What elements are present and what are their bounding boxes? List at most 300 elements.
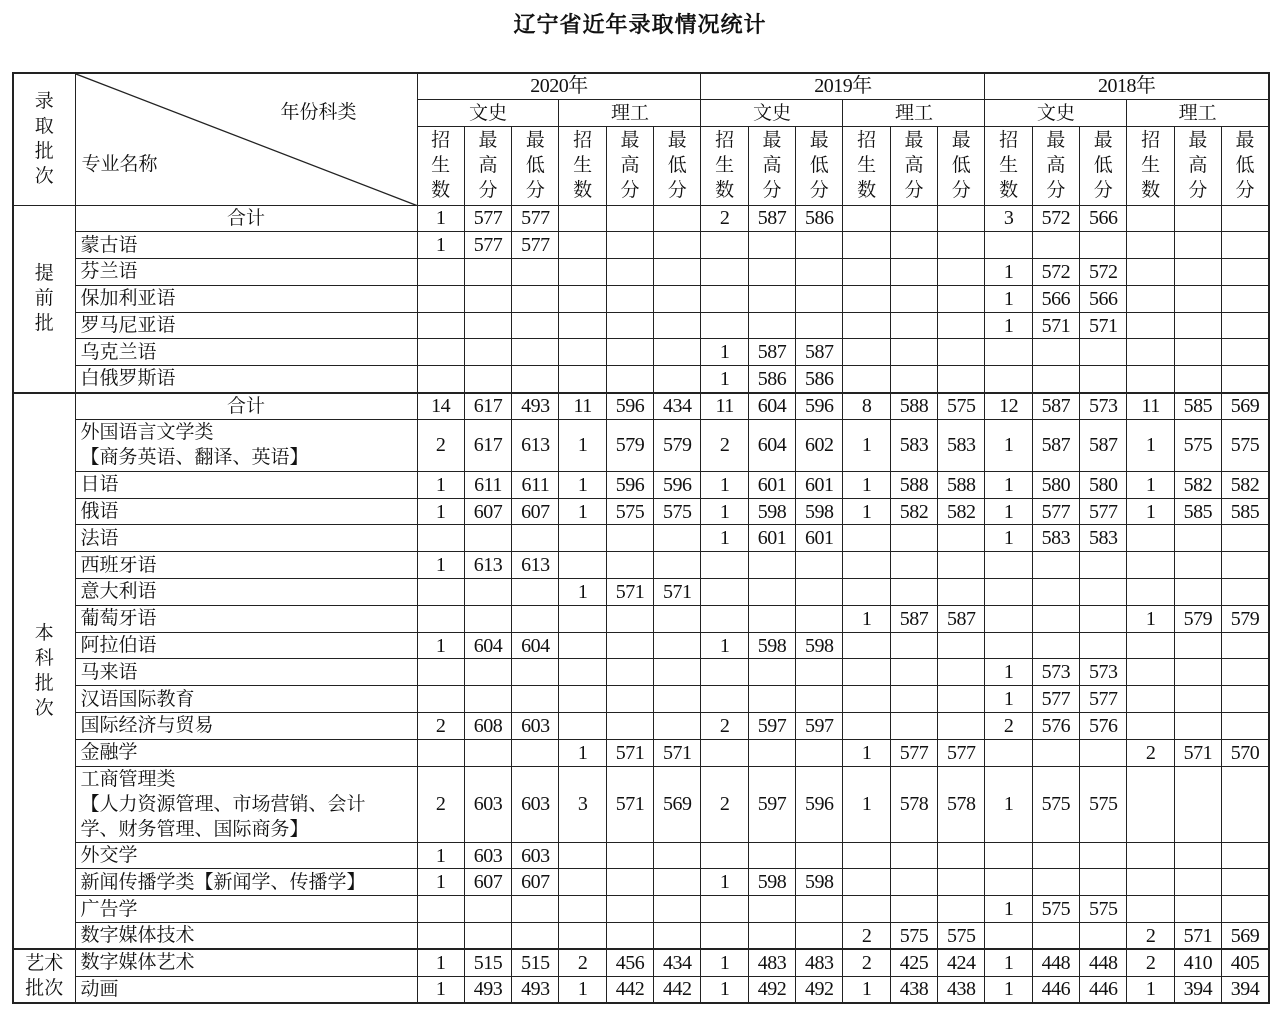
value-cell bbox=[748, 312, 795, 339]
value-cell bbox=[985, 339, 1032, 366]
value-cell bbox=[512, 605, 559, 632]
column-header-label: 招生数 bbox=[573, 129, 593, 201]
value-cell bbox=[512, 579, 559, 606]
value-cell: 1 bbox=[1127, 419, 1174, 471]
value-cell: 577 bbox=[512, 232, 559, 259]
value-cell bbox=[512, 525, 559, 552]
value-cell: 434 bbox=[654, 393, 701, 420]
value-cell bbox=[890, 713, 937, 740]
value-cell bbox=[938, 312, 985, 339]
total-label: 合计 bbox=[75, 205, 417, 232]
value-cell: 493 bbox=[464, 976, 511, 1003]
value-cell bbox=[701, 739, 748, 766]
value-cell bbox=[606, 525, 653, 552]
column-header-label: 招生数 bbox=[1141, 129, 1161, 201]
value-cell: 492 bbox=[796, 976, 843, 1003]
value-cell: 1 bbox=[843, 976, 890, 1003]
value-cell bbox=[1080, 366, 1127, 393]
value-cell bbox=[606, 659, 653, 686]
value-cell bbox=[1080, 579, 1127, 606]
value-cell: 575 bbox=[1032, 766, 1079, 842]
value-cell: 572 bbox=[1080, 259, 1127, 286]
value-cell bbox=[559, 923, 606, 950]
subject-type-header: 理工 bbox=[843, 99, 985, 126]
value-cell: 438 bbox=[938, 976, 985, 1003]
value-cell bbox=[654, 312, 701, 339]
value-cell bbox=[512, 366, 559, 393]
value-cell bbox=[890, 579, 937, 606]
value-cell bbox=[559, 605, 606, 632]
value-cell bbox=[843, 366, 890, 393]
value-cell bbox=[890, 312, 937, 339]
value-cell bbox=[748, 842, 795, 869]
major-name: 国际经济与贸易 bbox=[75, 713, 417, 740]
value-cell bbox=[748, 686, 795, 713]
value-cell: 588 bbox=[938, 471, 985, 498]
value-cell bbox=[843, 339, 890, 366]
value-cell bbox=[985, 579, 1032, 606]
value-cell: 573 bbox=[1080, 659, 1127, 686]
value-cell: 604 bbox=[748, 393, 795, 420]
value-cell bbox=[1080, 605, 1127, 632]
value-cell bbox=[464, 285, 511, 312]
table-row bbox=[13, 713, 1269, 740]
value-cell: 603 bbox=[464, 842, 511, 869]
column-header-label: 最低分 bbox=[951, 129, 971, 201]
value-cell bbox=[417, 339, 464, 366]
value-cell bbox=[985, 739, 1032, 766]
value-cell bbox=[938, 205, 985, 232]
value-cell: 572 bbox=[1032, 259, 1079, 286]
value-cell: 597 bbox=[748, 766, 795, 842]
value-cell bbox=[985, 632, 1032, 659]
value-cell bbox=[938, 285, 985, 312]
value-cell: 2 bbox=[417, 713, 464, 740]
subject-type-header: 文史 bbox=[701, 99, 843, 126]
column-header bbox=[1080, 126, 1127, 205]
value-cell bbox=[512, 285, 559, 312]
value-cell: 446 bbox=[1032, 976, 1079, 1003]
value-cell bbox=[843, 232, 890, 259]
column-header-label: 最高分 bbox=[762, 129, 782, 201]
value-cell: 1 bbox=[843, 739, 890, 766]
column-header bbox=[1127, 126, 1174, 205]
value-cell bbox=[1174, 659, 1221, 686]
value-cell bbox=[796, 579, 843, 606]
value-cell: 601 bbox=[796, 525, 843, 552]
value-cell bbox=[654, 632, 701, 659]
value-cell bbox=[606, 285, 653, 312]
value-cell bbox=[654, 366, 701, 393]
value-cell bbox=[1222, 766, 1269, 842]
value-cell: 571 bbox=[654, 739, 701, 766]
value-cell bbox=[417, 923, 464, 950]
value-cell: 1 bbox=[417, 976, 464, 1003]
value-cell bbox=[701, 923, 748, 950]
value-cell bbox=[464, 339, 511, 366]
value-cell bbox=[654, 525, 701, 552]
value-cell: 492 bbox=[748, 976, 795, 1003]
value-cell bbox=[606, 842, 653, 869]
value-cell: 1 bbox=[985, 686, 1032, 713]
value-cell: 583 bbox=[1032, 525, 1079, 552]
value-cell bbox=[1222, 525, 1269, 552]
value-cell: 566 bbox=[1080, 205, 1127, 232]
batch-header-label: 录取批次 bbox=[34, 90, 54, 188]
value-cell: 2 bbox=[417, 766, 464, 842]
table-row bbox=[13, 498, 1269, 525]
value-cell bbox=[606, 339, 653, 366]
value-cell: 1 bbox=[417, 842, 464, 869]
value-cell: 586 bbox=[796, 366, 843, 393]
value-cell: 578 bbox=[890, 766, 937, 842]
value-cell bbox=[464, 739, 511, 766]
value-cell: 1 bbox=[701, 525, 748, 552]
value-cell: 571 bbox=[606, 766, 653, 842]
table-row bbox=[13, 842, 1269, 869]
value-cell bbox=[512, 259, 559, 286]
value-cell bbox=[1127, 632, 1174, 659]
value-cell bbox=[796, 923, 843, 950]
value-cell: 442 bbox=[606, 976, 653, 1003]
value-cell bbox=[1222, 869, 1269, 896]
table-row bbox=[13, 605, 1269, 632]
value-cell bbox=[985, 366, 1032, 393]
value-cell: 569 bbox=[1222, 393, 1269, 420]
major-name: 日语 bbox=[75, 471, 417, 498]
value-cell bbox=[1174, 713, 1221, 740]
major-name: 汉语国际教育 bbox=[75, 686, 417, 713]
value-cell: 1 bbox=[843, 419, 890, 471]
value-cell: 1 bbox=[985, 285, 1032, 312]
value-cell bbox=[559, 205, 606, 232]
major-name: 白俄罗斯语 bbox=[75, 366, 417, 393]
value-cell: 3 bbox=[985, 205, 1032, 232]
value-cell: 604 bbox=[512, 632, 559, 659]
value-cell: 570 bbox=[1222, 739, 1269, 766]
column-header bbox=[417, 126, 464, 205]
value-cell: 611 bbox=[512, 471, 559, 498]
value-cell bbox=[512, 339, 559, 366]
value-cell bbox=[1127, 659, 1174, 686]
value-cell: 571 bbox=[1080, 312, 1127, 339]
value-cell bbox=[606, 896, 653, 923]
column-header-label: 最高分 bbox=[904, 129, 924, 201]
value-cell: 571 bbox=[654, 579, 701, 606]
value-cell: 573 bbox=[1032, 659, 1079, 686]
value-cell: 579 bbox=[606, 419, 653, 471]
value-cell bbox=[464, 312, 511, 339]
value-cell bbox=[701, 232, 748, 259]
value-cell bbox=[701, 285, 748, 312]
value-cell bbox=[512, 739, 559, 766]
value-cell: 1 bbox=[843, 605, 890, 632]
column-header-label: 招生数 bbox=[999, 129, 1019, 201]
admission-table bbox=[12, 72, 1270, 1004]
value-cell bbox=[701, 259, 748, 286]
value-cell: 588 bbox=[890, 471, 937, 498]
value-cell bbox=[1174, 896, 1221, 923]
table-row bbox=[13, 896, 1269, 923]
value-cell bbox=[890, 525, 937, 552]
value-cell: 1 bbox=[985, 525, 1032, 552]
value-cell: 575 bbox=[938, 393, 985, 420]
value-cell: 448 bbox=[1080, 949, 1127, 976]
major-name: 外交学 bbox=[75, 842, 417, 869]
subject-type-header: 文史 bbox=[417, 99, 559, 126]
value-cell: 1 bbox=[985, 312, 1032, 339]
value-cell bbox=[559, 552, 606, 579]
column-header bbox=[796, 126, 843, 205]
value-cell bbox=[843, 896, 890, 923]
value-cell: 575 bbox=[938, 923, 985, 950]
value-cell: 598 bbox=[796, 498, 843, 525]
value-cell: 1 bbox=[559, 739, 606, 766]
value-cell: 579 bbox=[654, 419, 701, 471]
value-cell bbox=[559, 869, 606, 896]
value-cell: 603 bbox=[512, 766, 559, 842]
value-cell bbox=[1127, 842, 1174, 869]
value-cell bbox=[843, 869, 890, 896]
value-cell bbox=[748, 896, 795, 923]
table-row bbox=[13, 766, 1269, 842]
value-cell: 604 bbox=[748, 419, 795, 471]
value-cell bbox=[701, 686, 748, 713]
value-cell: 577 bbox=[1032, 686, 1079, 713]
value-cell: 1 bbox=[701, 632, 748, 659]
value-cell: 2 bbox=[843, 923, 890, 950]
value-cell bbox=[938, 686, 985, 713]
value-cell: 587 bbox=[748, 205, 795, 232]
value-cell: 607 bbox=[512, 869, 559, 896]
table-row bbox=[13, 285, 1269, 312]
value-cell: 587 bbox=[1032, 419, 1079, 471]
value-cell bbox=[1127, 525, 1174, 552]
value-cell bbox=[1127, 232, 1174, 259]
value-cell: 573 bbox=[1080, 393, 1127, 420]
value-cell bbox=[796, 739, 843, 766]
table-row bbox=[13, 686, 1269, 713]
value-cell: 603 bbox=[512, 713, 559, 740]
major-name: 罗马尼亚语 bbox=[75, 312, 417, 339]
value-cell: 571 bbox=[606, 579, 653, 606]
value-cell: 11 bbox=[1127, 393, 1174, 420]
value-cell: 601 bbox=[748, 525, 795, 552]
value-cell: 571 bbox=[606, 739, 653, 766]
major-name: 芬兰语 bbox=[75, 259, 417, 286]
major-name: 法语 bbox=[75, 525, 417, 552]
value-cell bbox=[417, 525, 464, 552]
value-cell bbox=[938, 339, 985, 366]
value-cell bbox=[1174, 686, 1221, 713]
value-cell: 583 bbox=[890, 419, 937, 471]
corner-header bbox=[75, 73, 417, 205]
column-header-label: 最高分 bbox=[1046, 129, 1066, 201]
value-cell bbox=[1080, 632, 1127, 659]
table-row bbox=[13, 976, 1269, 1003]
table-row bbox=[13, 259, 1269, 286]
value-cell bbox=[843, 259, 890, 286]
value-cell: 603 bbox=[512, 842, 559, 869]
value-cell: 580 bbox=[1032, 471, 1079, 498]
value-cell bbox=[1222, 259, 1269, 286]
value-cell: 483 bbox=[796, 949, 843, 976]
value-cell bbox=[1032, 366, 1079, 393]
value-cell bbox=[512, 896, 559, 923]
major-name: 广告学 bbox=[75, 896, 417, 923]
column-header-label: 最低分 bbox=[809, 129, 829, 201]
value-cell: 8 bbox=[843, 393, 890, 420]
value-cell: 598 bbox=[748, 632, 795, 659]
value-cell: 577 bbox=[464, 205, 511, 232]
value-cell: 1 bbox=[417, 498, 464, 525]
value-cell bbox=[417, 579, 464, 606]
value-cell: 613 bbox=[464, 552, 511, 579]
value-cell bbox=[701, 842, 748, 869]
value-cell bbox=[890, 686, 937, 713]
value-cell bbox=[1222, 579, 1269, 606]
value-cell bbox=[559, 366, 606, 393]
value-cell bbox=[1174, 205, 1221, 232]
value-cell: 588 bbox=[890, 393, 937, 420]
major-name: 阿拉伯语 bbox=[75, 632, 417, 659]
value-cell bbox=[606, 686, 653, 713]
value-cell bbox=[654, 605, 701, 632]
major-name: 马来语 bbox=[75, 659, 417, 686]
value-cell: 602 bbox=[796, 419, 843, 471]
major-name: 俄语 bbox=[75, 498, 417, 525]
major-name: 保加利亚语 bbox=[75, 285, 417, 312]
column-header-label: 最高分 bbox=[478, 129, 498, 201]
value-cell bbox=[417, 686, 464, 713]
value-cell bbox=[1127, 552, 1174, 579]
value-cell bbox=[701, 552, 748, 579]
value-cell: 601 bbox=[796, 471, 843, 498]
table-row bbox=[13, 366, 1269, 393]
value-cell: 611 bbox=[464, 471, 511, 498]
year-header: 2019年 bbox=[701, 73, 985, 99]
column-header bbox=[748, 126, 795, 205]
table-row bbox=[13, 659, 1269, 686]
value-cell bbox=[938, 366, 985, 393]
subject-type-header: 文史 bbox=[985, 99, 1127, 126]
value-cell: 2 bbox=[701, 205, 748, 232]
value-cell: 515 bbox=[464, 949, 511, 976]
value-cell: 1 bbox=[417, 632, 464, 659]
column-header bbox=[843, 126, 890, 205]
value-cell bbox=[1080, 842, 1127, 869]
value-cell: 582 bbox=[1222, 471, 1269, 498]
value-cell bbox=[843, 312, 890, 339]
column-header bbox=[512, 126, 559, 205]
value-cell: 410 bbox=[1174, 949, 1221, 976]
value-cell bbox=[890, 552, 937, 579]
value-cell: 434 bbox=[654, 949, 701, 976]
value-cell: 1 bbox=[559, 471, 606, 498]
value-cell: 576 bbox=[1080, 713, 1127, 740]
value-cell bbox=[654, 205, 701, 232]
value-cell bbox=[559, 686, 606, 713]
value-cell: 601 bbox=[748, 471, 795, 498]
batch-cell bbox=[13, 949, 75, 1003]
value-cell bbox=[1222, 686, 1269, 713]
value-cell bbox=[1174, 232, 1221, 259]
value-cell: 1 bbox=[843, 766, 890, 842]
major-name: 西班牙语 bbox=[75, 552, 417, 579]
value-cell: 587 bbox=[890, 605, 937, 632]
value-cell bbox=[890, 232, 937, 259]
value-cell bbox=[748, 232, 795, 259]
value-cell bbox=[1127, 686, 1174, 713]
value-cell bbox=[654, 552, 701, 579]
value-cell bbox=[1032, 842, 1079, 869]
column-header-label: 招生数 bbox=[715, 129, 735, 201]
value-cell bbox=[748, 605, 795, 632]
value-cell bbox=[796, 659, 843, 686]
value-cell: 604 bbox=[464, 632, 511, 659]
page-title: 辽宁省近年录取情况统计 bbox=[513, 12, 767, 38]
value-cell bbox=[1174, 552, 1221, 579]
value-cell bbox=[1174, 312, 1221, 339]
value-cell: 575 bbox=[1032, 896, 1079, 923]
value-cell bbox=[890, 842, 937, 869]
value-cell: 394 bbox=[1174, 976, 1221, 1003]
value-cell bbox=[654, 659, 701, 686]
value-cell: 1 bbox=[701, 471, 748, 498]
value-cell: 607 bbox=[464, 498, 511, 525]
value-cell bbox=[890, 632, 937, 659]
table-row bbox=[13, 552, 1269, 579]
column-header bbox=[1222, 126, 1269, 205]
diagonal-line bbox=[76, 74, 418, 205]
value-cell bbox=[796, 896, 843, 923]
value-cell: 11 bbox=[701, 393, 748, 420]
value-cell bbox=[606, 205, 653, 232]
table-row bbox=[13, 869, 1269, 896]
value-cell bbox=[748, 923, 795, 950]
value-cell bbox=[1127, 896, 1174, 923]
value-cell bbox=[464, 605, 511, 632]
total-row bbox=[13, 393, 1269, 420]
value-cell: 566 bbox=[1080, 285, 1127, 312]
value-cell: 515 bbox=[512, 949, 559, 976]
value-cell bbox=[559, 842, 606, 869]
value-cell bbox=[1127, 366, 1174, 393]
column-header bbox=[1174, 126, 1221, 205]
value-cell: 2 bbox=[559, 949, 606, 976]
value-cell: 603 bbox=[464, 766, 511, 842]
value-cell: 569 bbox=[1222, 923, 1269, 950]
value-cell: 607 bbox=[464, 869, 511, 896]
table-row bbox=[13, 525, 1269, 552]
value-cell: 571 bbox=[1032, 312, 1079, 339]
value-cell bbox=[701, 312, 748, 339]
value-cell: 577 bbox=[464, 232, 511, 259]
value-cell: 586 bbox=[796, 205, 843, 232]
table-row bbox=[13, 739, 1269, 766]
value-cell bbox=[559, 285, 606, 312]
value-cell: 597 bbox=[748, 713, 795, 740]
value-cell bbox=[748, 659, 795, 686]
value-cell bbox=[1032, 605, 1079, 632]
value-cell: 587 bbox=[938, 605, 985, 632]
value-cell bbox=[606, 312, 653, 339]
value-cell bbox=[938, 713, 985, 740]
major-name: 外国语言文学类 【商务英语、翻译、英语】 bbox=[75, 419, 417, 471]
value-cell: 583 bbox=[938, 419, 985, 471]
value-cell: 587 bbox=[1032, 393, 1079, 420]
value-cell: 2 bbox=[843, 949, 890, 976]
